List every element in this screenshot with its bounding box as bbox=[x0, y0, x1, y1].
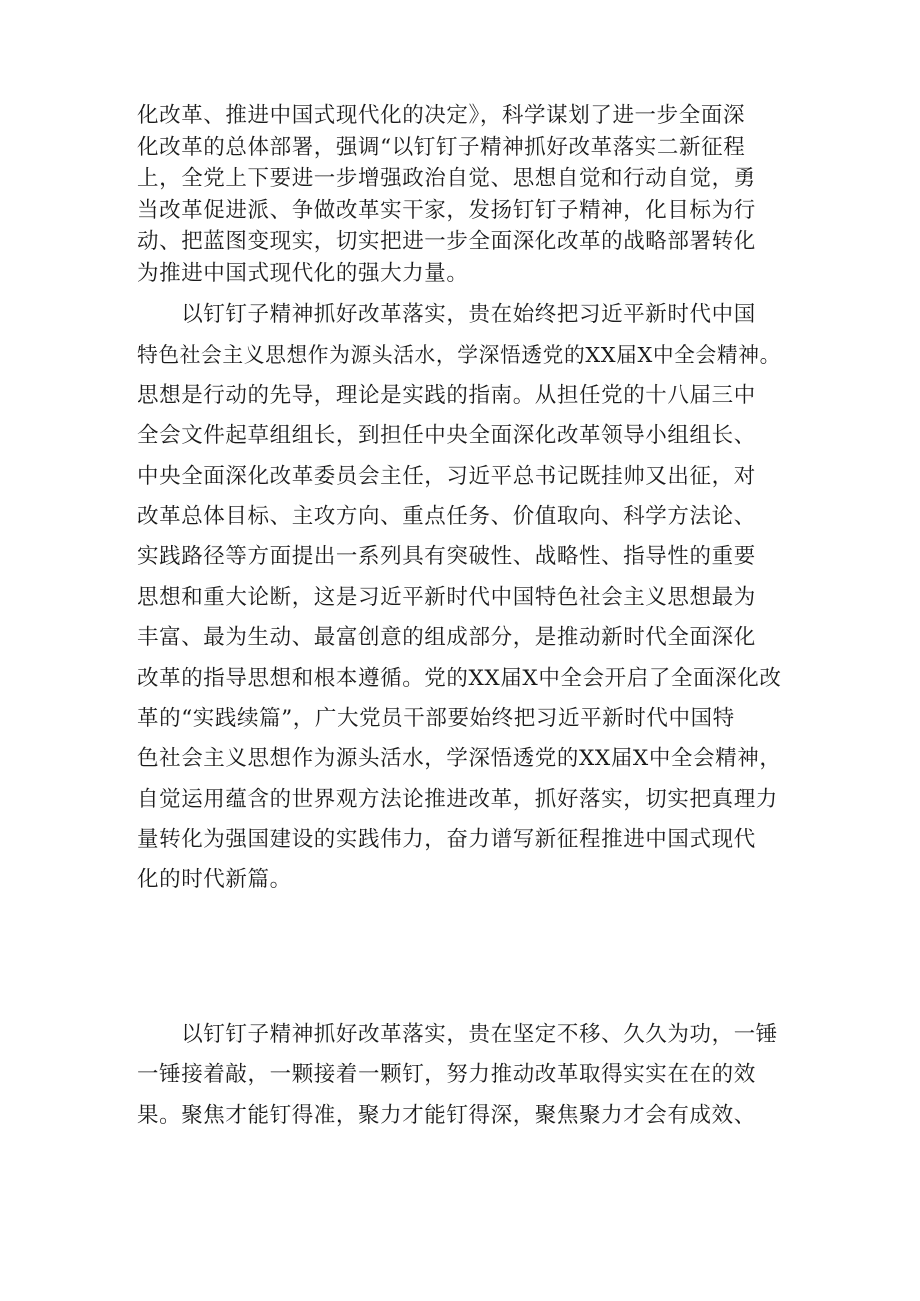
text-line: 化改革、推进中国式现代化的决定》，科学谋划了进一步全面深 bbox=[137, 103, 746, 128]
text-line: 量转化为强国建设的实践伟力，奋力谱写新征程推进中国式现代 bbox=[137, 827, 756, 853]
text-line: 上，全党上下要进一步增强政治自觉、思想自觉和行动自觉，勇 bbox=[137, 166, 756, 191]
text-line: 中央全面深化改革委员会主任，习近平总书记既挂帅又出征，对 bbox=[137, 463, 756, 489]
text-line: 革的“实践续篇”，广大党员干部要始终把习近平新时代中国特 bbox=[137, 705, 735, 731]
text-line: 色社会主义思想作为源头活水，学深悟透党的XX届X中全会精神， bbox=[137, 746, 782, 772]
text-line: 实践路径等方面提出一系列具有突破性、战略性、指导性的重要 bbox=[137, 544, 756, 570]
paragraph-2 bbox=[137, 295, 787, 901]
text-line: 全会文件起草组组长，到担任中央全面深化改革领导小组组长、 bbox=[137, 423, 756, 449]
text-line: 化的时代新篇。 bbox=[137, 867, 292, 893]
text-line: 改革的指导思想和根本遵循。党的XX届X中全会开启了全面深化改 bbox=[137, 665, 782, 691]
text-line: 为推进中国式现代化的强大力量。 bbox=[137, 260, 469, 286]
text-line: 果。聚焦才能钉得准，聚力才能钉得深，聚焦聚力才会有成效、 bbox=[137, 1102, 756, 1128]
text-line: 特色社会主义思想作为源头活水，学深悟透党的XX届X中全会精神。 bbox=[137, 343, 781, 368]
text-line: 以钉钉子精神抓好改革落实，贵在坚定不移、久久为功，一锤 bbox=[137, 1022, 778, 1047]
text-line: 思想和重大论断，这是习近平新时代中国特色社会主义思想最为 bbox=[137, 584, 756, 610]
text-line: 当改革促进派、争做改革实干家，发扬钉钉子精神，化目标为行 bbox=[137, 197, 756, 223]
paragraph-3 bbox=[137, 1015, 787, 1136]
text-line: 一锤接着敲，一颗接着一颗钉，努力推动改革取得实实在在的效 bbox=[137, 1062, 756, 1088]
text-line: 改革总体目标、主攻方向、重点任务、价值取向、科学方法论、 bbox=[137, 503, 756, 529]
text-line: 动、把蓝图变现实，切实把进一步全面深化改革的战略部署转化 bbox=[137, 229, 756, 254]
text-line: 丰富、最为生动、最富创意的组成部分，是推动新时代全面深化 bbox=[137, 625, 756, 651]
paragraph-1 bbox=[137, 100, 787, 289]
text-line: 化改革的总体部署，强调“以钉钉子精神抓好改革落实二新征程 bbox=[137, 134, 746, 160]
text-line: 思想是行动的先导，理论是实践的指南。从担任党的十八届三中 bbox=[137, 382, 756, 408]
text-line: 自觉运用蕴含的世界观方法论推进改革，抓好落实，切实把真理力 bbox=[137, 786, 778, 812]
text-line: 以钉钉子精神抓好改革落实，贵在始终把习近平新时代中国 bbox=[137, 302, 756, 327]
